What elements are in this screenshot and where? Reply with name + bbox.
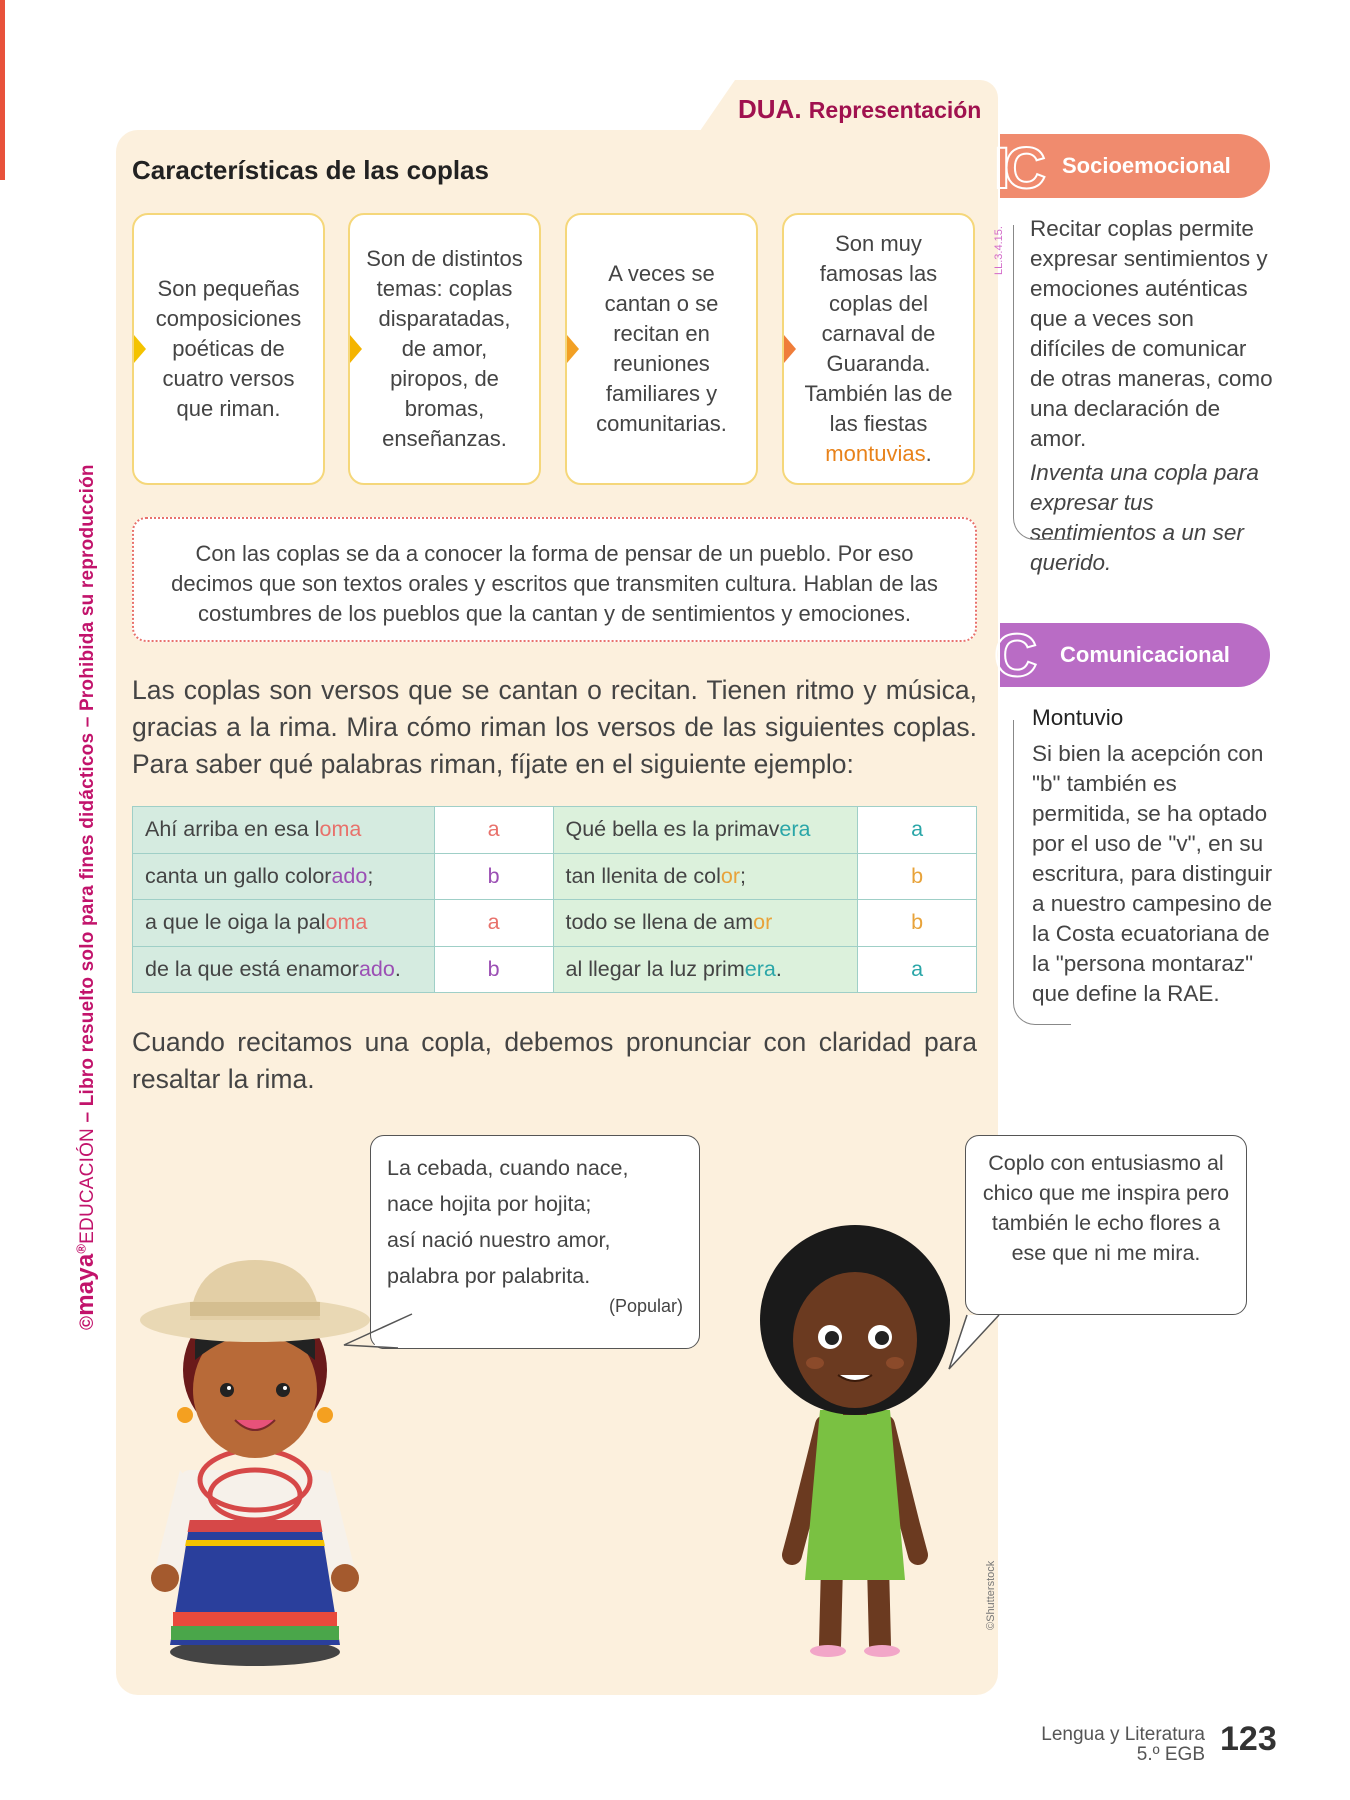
card-arrow-3 <box>567 335 579 363</box>
dua-header <box>738 94 981 125</box>
rhyme-ending: ado <box>358 956 395 981</box>
rhyme-letter: a <box>858 807 977 854</box>
comunicacional-header <box>1000 623 1270 687</box>
comunicacional-bracket <box>1013 720 1071 1025</box>
page-number: 123 <box>1220 1720 1277 1758</box>
comunicacional-subtitle: Montuvio <box>1032 705 1124 730</box>
verse-cell <box>553 900 858 947</box>
table-row <box>133 900 977 947</box>
speech-bubble-right <box>965 1135 1247 1315</box>
photo-credit: ©Shutterstock <box>985 1560 997 1630</box>
culture-note-box: Con las coplas se da a conocer la forma de pensar de un pueblo. Por eso decimos que son textos orales y escritos que transmiten cultura. Hablan de las costumbres de los pueblos que la cantan y de sentimientos y emociones. <box>132 517 977 642</box>
card-arrow-2 <box>350 335 362 363</box>
brand-edu: EDUCACIÓN <box>77 1128 98 1244</box>
copla-line: La cebada, cuando nace, <box>387 1156 629 1180</box>
card-arrow-1 <box>134 335 146 363</box>
verse-text: Qué bella es la primav <box>565 817 780 842</box>
table-row <box>133 946 977 993</box>
edge-accent-bar <box>0 0 5 180</box>
verse-cell <box>133 900 435 947</box>
verse-cell <box>553 807 858 854</box>
verse-text: al llegar la luz prim <box>565 956 745 981</box>
rhyme-letter: a <box>858 946 977 993</box>
verse-punct: ; <box>367 863 374 888</box>
feature-card-3 <box>565 213 758 485</box>
verse-cell <box>133 946 435 993</box>
copla-line: nace hojita por hojita; <box>387 1192 592 1216</box>
ic-badge-icon: IC <box>994 136 1040 201</box>
footer-subject-text: Lengua y Literatura <box>1041 1724 1205 1745</box>
socioemocional-bracket <box>1013 225 1071 540</box>
rhyme-ending: ado <box>331 863 368 888</box>
feature-card-2 <box>348 213 541 485</box>
rhyme-table <box>132 806 977 993</box>
copyright-symbol: © <box>77 1315 98 1330</box>
c-badge-icon: C <box>994 622 1038 689</box>
card-text: Son de distintos temas: coplas disparatadas, de amor, piropos, de bromas, enseñanzas. <box>366 246 523 451</box>
verse-text: Ahí arriba en esa l <box>145 817 320 842</box>
rhyme-letter: a <box>434 900 553 947</box>
card-text: Son pequeñas composiciones poéticas de cuatro versos que riman. <box>155 276 302 421</box>
verse-text: tan llenita de col <box>565 863 721 888</box>
rhyme-letter: b <box>858 853 977 900</box>
feature-card-4 <box>782 213 975 485</box>
copla-source: (Popular) <box>608 1296 683 1316</box>
footer-grade: 5.º EGB <box>1136 1744 1205 1765</box>
vertical-copyright <box>72 464 100 1330</box>
socioemocional-title: Socioemocional <box>1062 153 1231 178</box>
girl-green-dress-illustration <box>740 1225 970 1665</box>
verse-punct: ; <box>740 863 746 888</box>
table-row <box>133 807 977 854</box>
section-title: Características de las coplas <box>132 155 489 185</box>
verse-punct: . <box>775 956 782 981</box>
verse-cell <box>553 853 858 900</box>
footer-subject <box>1041 1725 1205 1765</box>
card-text-main: Son muy famosas las coplas del carnaval de Guaranda. También las de las fiestas <box>804 231 953 436</box>
rhyme-ending: oma <box>325 910 368 935</box>
card-text-end: . <box>925 441 932 466</box>
verse-cell <box>133 807 435 854</box>
rhyme-ending: era <box>779 817 811 842</box>
verse-punct: . <box>394 956 401 981</box>
registered-mark: ® <box>73 1243 89 1254</box>
intro-paragraph: Las coplas son versos que se cantan o recitan. Tienen ritmo y música, gracias a la rima. Mira cómo riman los versos de las siguientes coplas. Para saber qué palabras riman, fíjate en el siguiente ejemplo: <box>132 675 977 779</box>
rhyme-ending: oma <box>319 817 362 842</box>
verse-text: a que le oiga la pal <box>145 910 326 935</box>
verse-text: canta un gallo color <box>145 863 332 888</box>
comunicacional-title: Comunicacional <box>1060 642 1230 667</box>
rhyme-ending: or <box>720 863 741 888</box>
rhyme-ending: or <box>753 910 773 935</box>
feature-card-1 <box>132 213 325 485</box>
rhyme-letter: b <box>858 900 977 947</box>
card-arrow-4 <box>784 335 796 363</box>
verse-cell <box>133 853 435 900</box>
verse-text: todo se llena de am <box>565 910 754 935</box>
closing-paragraph: Cuando recitamos una copla, debemos pronunciar con claridad para resaltar la rima. <box>132 1027 977 1094</box>
verse-text: de la que está enamor <box>145 956 359 981</box>
rhyme-letter: b <box>434 853 553 900</box>
verse-cell <box>553 946 858 993</box>
rhyme-letter: a <box>434 807 553 854</box>
card-text <box>798 229 959 469</box>
socioemocional-header <box>1000 134 1270 198</box>
copla-line: palabra por palabrita. <box>387 1264 591 1288</box>
copyright-notice: – Libro resuelto solo para fines didácticos – Prohibida su reproducción <box>77 464 98 1129</box>
table-row <box>133 853 977 900</box>
socioemocional-activity: Inventa una copla para expresar tus sentimientos a un ser querido. <box>1030 460 1259 575</box>
comunicacional-text: Si bien la acepción con "b" también es permitida, se ha optado por el uso de "v", en su escritura, para distinguir a nuestro campesino de la Costa ecuatoriana de la "persona montaraz" que define la RAE. <box>1032 741 1273 1006</box>
socioemocional-text: Recitar coplas permite expresar sentimientos y emociones auténticas que a veces son difíciles de comunicar de otras maneras, como una declaración de amor. <box>1030 216 1273 451</box>
card-highlight-word: montuvias <box>825 441 926 466</box>
girl-with-hat-illustration <box>135 1240 375 1670</box>
brand-name: maya <box>72 1253 99 1316</box>
rhyme-letter: b <box>434 946 553 993</box>
curriculum-code: LL.3.4.15. <box>993 226 1005 275</box>
bubble-text: Coplo con entusiasmo al chico que me inspira pero también le echo flores a ese que ni me mira. <box>982 1151 1230 1265</box>
copla-line: así nació nuestro amor, <box>387 1228 611 1252</box>
card-text: A veces se cantan o se recitan en reuniones familiares y comunitarias. <box>596 261 727 436</box>
rhyme-ending: era <box>744 956 776 981</box>
dua-label: DUA. <box>738 94 802 124</box>
dua-representacion: Representación <box>808 97 982 123</box>
